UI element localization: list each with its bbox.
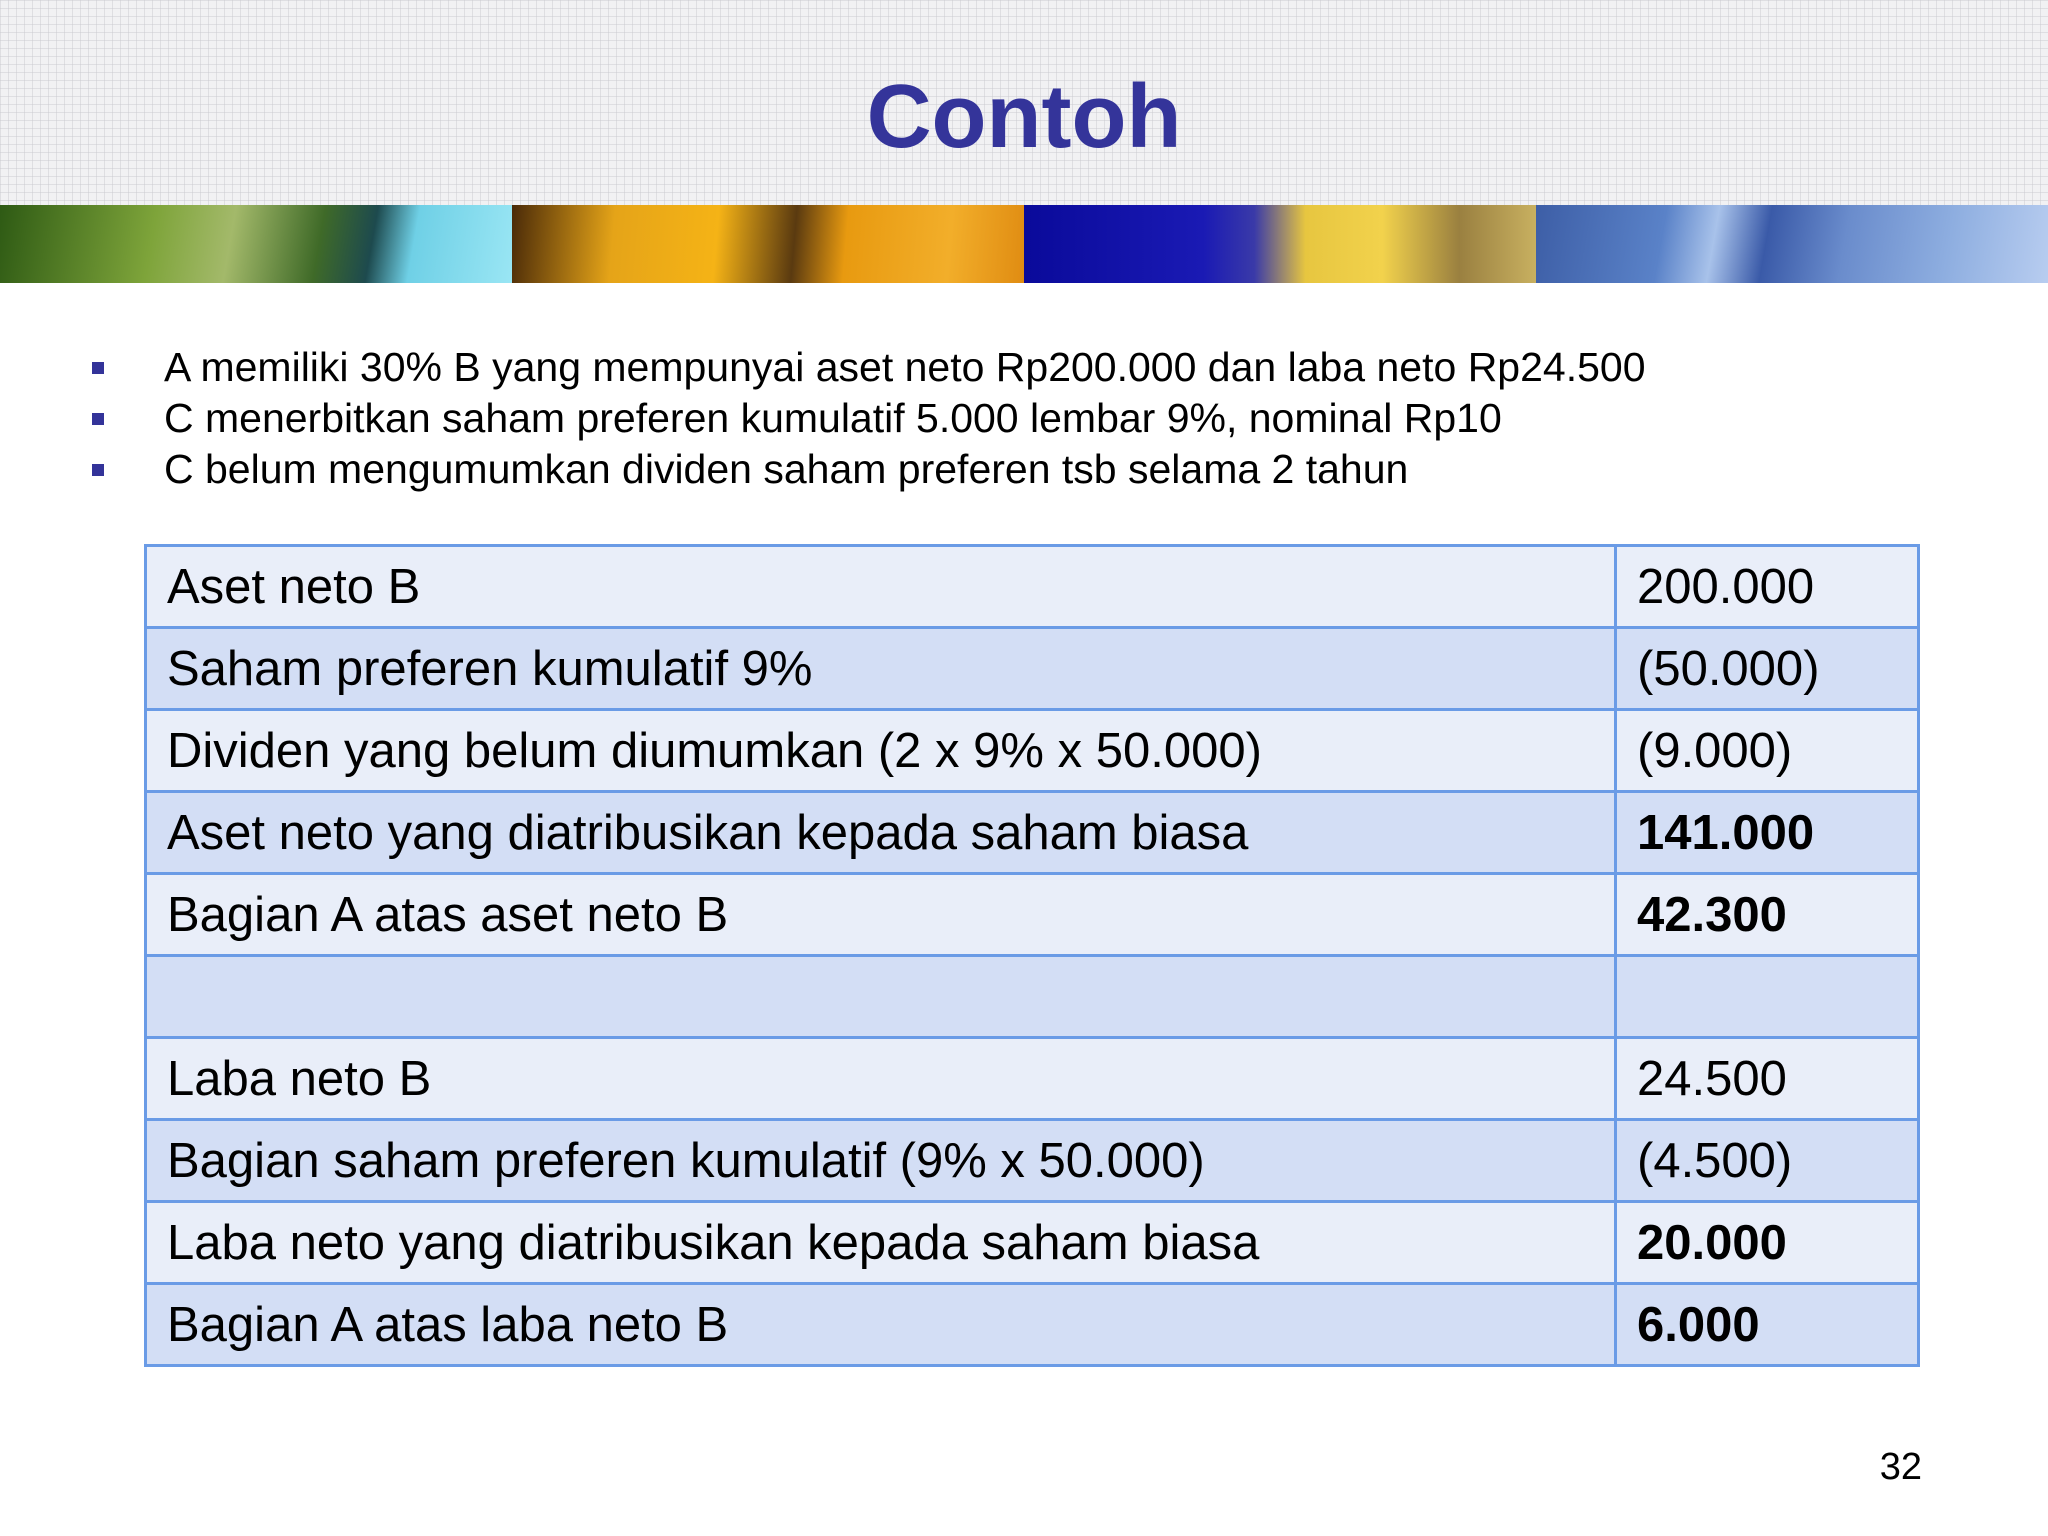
bullet-text: A memiliki 30% B yang mempunyai aset neto Rp200.000 dan laba neto Rp24.500 (164, 344, 1646, 390)
table-row (146, 1202, 1919, 1284)
bullet-item (90, 444, 1646, 495)
row-label: Laba neto B (146, 1038, 1616, 1120)
calculation-table (144, 544, 1920, 1367)
banner-image-hard-drive (512, 205, 1024, 283)
table-row (146, 874, 1919, 956)
row-value: 200.000 (1616, 546, 1919, 628)
bullet-item (90, 342, 1646, 393)
row-value-total: 20.000 (1616, 1202, 1919, 1284)
row-value-total: 6.000 (1616, 1284, 1919, 1366)
row-label: Aset neto yang diatribusikan kepada saham biasa (146, 792, 1616, 874)
row-label (146, 956, 1616, 1038)
row-value: 24.500 (1616, 1038, 1919, 1120)
bullet-text: C menerbitkan saham preferen kumulatif 5.000 lembar 9%, nominal Rp10 (164, 395, 1502, 441)
table-row (146, 1120, 1919, 1202)
table-row (146, 628, 1919, 710)
square-bullet-icon (92, 464, 104, 476)
row-value: (4.500) (1616, 1120, 1919, 1202)
row-value-total: 141.000 (1616, 792, 1919, 874)
table-row (146, 1038, 1919, 1120)
row-label: Laba neto yang diatribusikan kepada saham biasa (146, 1202, 1616, 1284)
row-value: (9.000) (1616, 710, 1919, 792)
row-label: Bagian A atas laba neto B (146, 1284, 1616, 1366)
row-value-total: 42.300 (1616, 874, 1919, 956)
table-row (146, 546, 1919, 628)
row-label: Saham preferen kumulatif 9% (146, 628, 1616, 710)
row-label: Dividen yang belum diumumkan (2 x 9% x 50.000) (146, 710, 1616, 792)
table-row (146, 710, 1919, 792)
banner-image-lab-hands (1024, 205, 1536, 283)
row-value: (50.000) (1616, 628, 1919, 710)
table-row-empty (146, 956, 1919, 1038)
row-label: Bagian A atas aset neto B (146, 874, 1616, 956)
bullet-list (90, 342, 1646, 495)
banner-image-microphone (0, 205, 512, 283)
page-number: 32 (1879, 1446, 1922, 1488)
bullet-item (90, 393, 1646, 444)
row-value (1616, 956, 1919, 1038)
table-row (146, 1284, 1919, 1366)
bullet-text: C belum mengumumkan dividen saham preferen tsb selama 2 tahun (164, 446, 1409, 492)
banner-image-keyboard (1536, 205, 2048, 283)
table-row (146, 792, 1919, 874)
square-bullet-icon (92, 413, 104, 425)
row-label: Bagian saham preferen kumulatif (9% x 50.000) (146, 1120, 1616, 1202)
square-bullet-icon (92, 362, 104, 374)
slide-title: Contoh (866, 67, 1182, 167)
photo-banner (0, 205, 2048, 283)
row-label: Aset neto B (146, 546, 1616, 628)
